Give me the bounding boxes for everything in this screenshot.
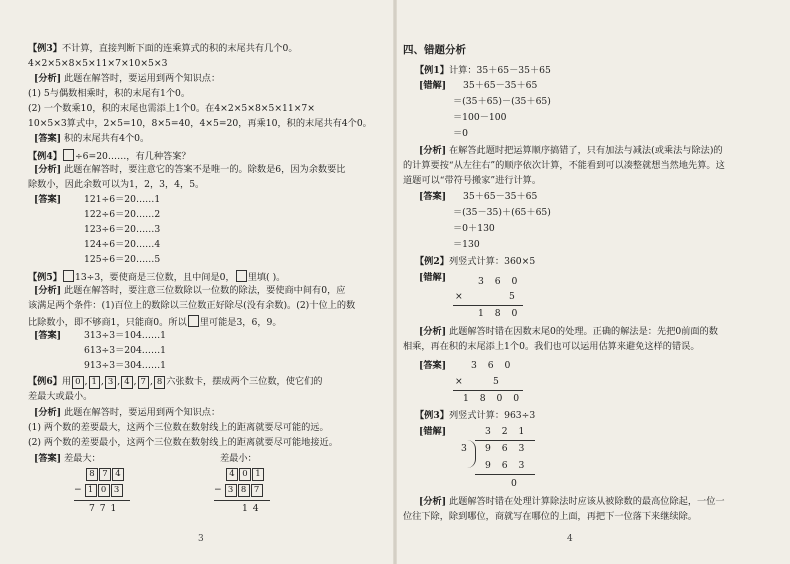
r-ex2-w-res: 1 8 0 [478,308,522,319]
digit-box: 0 [98,484,110,497]
ex6-ana-text: 此题在解答时，要运用到两个知识点： [64,407,221,418]
r-ex3-quotient: 3 2 1 [485,426,529,437]
blank-box [236,270,247,282]
ex5-ana-1: 此题在解答时，要注意三位数除以一位数的除法，要使商中间有0，应 [64,285,346,296]
ex5-ana-3a: 比除数小，即不够商1，只能商0。所以 [28,317,187,328]
ex4-answer-1: 121÷6＝20……1 [84,194,161,205]
r-ex2-ana-2: 相乘，再在积的末尾添上1个0。我们也可以运用估算来避免这样的错误。 [403,341,700,352]
ex3-ana-text: 此题在解答时，要运用到两个知识点： [64,73,221,84]
section-title: 四、错题分析 [403,44,466,56]
ex5-answer-1: 313÷3＝104……1 [84,330,167,341]
r-ex1-answer-4: ＝130 [453,239,480,250]
r-ex3-dividend: 9 6 3 [485,443,529,454]
minus-sign: − [74,484,82,495]
ex4-answer-3: 123÷6＝20……3 [84,224,161,235]
r-ex2-ans-label-text: [答案] [419,360,447,371]
page-number-left: 3 [198,534,204,544]
ex5-answer-3: 913÷3＝304……1 [84,360,167,371]
ex4-ans-label-text: [答案] [34,194,62,205]
ex3-point-2b: 10×5×3算式中，2×5=10，8×5=40，4×5=20，再乘10，积的末尾共有4个0。 [28,118,372,129]
ex5-ana-3 [28,315,282,329]
r-ex1-wrong-3: ＝100－100 [453,112,507,123]
ex6-q-post: 六张数卡，摆成两个三位数，使它们的 [166,376,323,387]
min-top-digits [226,468,265,481]
ex4-title: 【例4】 [28,151,62,162]
digit-card: 3 [105,376,116,389]
ex3-q: 不计算，直接判断下面的连乘算式的积的末尾共有几个0。 [61,43,298,54]
ex3-title: 【例3】 [28,43,62,54]
r-ex3-ana-1: 此题解答时错在处理计算除法时应该从被除数的最高位除起，一位一 [449,496,725,507]
ex4-question [28,149,191,163]
blank-box [63,149,74,161]
r-ex2-a-op: × [455,376,463,387]
minus-sign: − [214,484,222,495]
ex4-ans-label [34,194,61,206]
ex3-point-2a: (2) 一个数乘10，积的末尾也需添上1个0。在4×2×5×8×5×11×7× [28,103,315,114]
r-ex1-q: 计算：35＋65－35＋65 [448,65,551,76]
ex4-answer-5: 125÷6＝20……5 [84,254,161,265]
r-ex3-question [415,410,535,422]
blank-box [63,270,74,282]
r-ex1-wrong-label [419,80,446,92]
ex6-point-1: (1) 两个数的差要最大，这两个三位数在数射线上的距离就要尽可能的远。 [28,422,329,433]
r-ex2-w-mul: 5 [509,291,515,302]
r-ex1-wrong-1: 35＋65－35＋65 [463,80,538,91]
ex6-point-2: (2) 两个数的差要最小，这两个三位数在数射线上的距离就要尽可能地接近。 [28,437,338,448]
ex4-ana-2: 除数小，因此余数可以为1，2，3，4，5。 [28,179,205,190]
r-ex3-ana-label: [分析] [419,496,447,507]
ex6-max-label: 差最大： [64,453,101,464]
r-ex1-ana-1: 在解答此题时把运算顺序搞错了，只有加法与减法(或乘法与除法)的 [449,145,723,156]
digit-box: 4 [226,468,238,481]
digit-box: 3 [225,484,237,497]
digit-box: 7 [99,468,111,481]
ex5-ana-3b: 里可能是3，6，9。 [199,317,282,328]
r-ex2-wrong-label-text: [错解] [419,272,447,283]
right-page [395,0,790,564]
ex5-q1: 13÷3，要使商是三位数，且中间是0， [74,272,235,283]
blank-box [188,315,199,327]
r-ex3-divisor: 3 [461,443,467,454]
ex4-q: ÷6=20……，有几种答案？ [74,151,191,162]
r-ex2-w-op: × [455,291,463,302]
digit-box: 8 [86,468,98,481]
min-bottom-digits [214,484,264,497]
r-ex2-w-top: 3 6 0 [478,276,522,287]
ex3-ana-label: [分析] [34,73,62,84]
r-ex1-answer-2: ＝(35－35)＋(65＋65) [453,207,551,218]
r-ex1-title: 【例1】 [415,65,449,76]
digit-box: 4 [112,468,124,481]
ex4-analysis [34,164,345,176]
ex4-answer-4: 124÷6＝20……4 [84,239,161,250]
r-ex3-sub-line [475,474,535,475]
digit-card: 0 [72,376,83,389]
r-ex3-sub: 9 6 3 [485,460,529,471]
digit-card: 4 [121,376,132,389]
r-ex3-analysis [419,496,725,508]
digit-card: 8 [154,376,165,389]
r-ex2-question [415,256,535,268]
r-ex1-ans-label [419,191,446,203]
max-bottom-digits [74,484,124,497]
r-ex1-answer-3: ＝0＋130 [453,223,495,234]
r-ex1-ans-label-text: [答案] [419,191,447,202]
ex6-ans-label: [答案] [34,453,62,464]
r-ex1-ana-3: 道题可以“带符号搬家”进行计算。 [403,175,542,186]
digit-box: 7 [251,484,263,497]
r-ex1-analysis [419,145,723,157]
r-ex2-ans-label [419,360,446,372]
ex5-q2: 里填( )。 [247,272,286,283]
ex6-q2: 差最大或最小。 [28,391,93,402]
r-ex2-ana-1: 此题解答时错在因数末尾0的处理。正确的解法是：先把0前面的数 [449,326,718,337]
r-ex2-ana-label: [分析] [419,326,447,337]
ex3-ans-label: [答案] [34,133,62,144]
ex6-question: 【例6】用 0 , 1 , 3 , 4 , 7 , 8 六张数卡，摆成两个三位数，使它们的 [28,376,323,387]
digit-box: 3 [111,484,123,497]
r-ex3-wrong-label [419,426,446,438]
ex5-question [28,270,285,284]
digit-card: 7 [138,376,149,389]
ex6-ana-label: [分析] [34,407,62,418]
digit-box: 8 [238,484,250,497]
r-ex2-w-line [453,305,523,306]
r-ex3-title: 【例3】 [415,410,449,421]
r-ex1-question [415,65,551,77]
ex5-ans-label [34,330,61,342]
r-ex1-answer-1: 35＋65－35＋65 [463,191,538,202]
ex3-ans-text: 积的末尾共有4个0。 [64,133,150,144]
r-ex2-a-mul: 5 [493,376,499,387]
max-result: 7 7 1 [89,503,118,514]
r-ex3-q: 列竖式计算：963÷3 [448,410,536,421]
r-ex2-analysis [419,326,718,338]
ex3-analysis [34,73,220,85]
r-ex3-remainder: 0 [511,478,517,489]
ex4-ana-1: 此题在解答时，要注意它的答案不是唯一的。除数是6，因为余数要比 [64,164,346,175]
ex5-ana-label: [分析] [34,285,62,296]
digit-card: 1 [89,376,100,389]
ex3-question [28,43,298,55]
ex6-answer [34,453,101,465]
r-ex1-wrong-2: ＝(35＋65)－(35＋65) [453,96,551,107]
r-ex2-a-line [453,390,523,391]
r-ex1-ana-label: [分析] [419,145,447,156]
ex6-title: 【例6】 [28,376,62,387]
max-sum-line [74,500,130,501]
r-ex2-a-res: 1 8 0 0 [463,393,524,404]
ex3-answer [34,133,149,145]
r-ex2-title: 【例2】 [415,256,449,267]
ex5-analysis [34,285,345,297]
ex6-analysis [34,407,220,419]
r-ex3-ana-2: 位往下除，除到哪位，商就写在哪位的上面，再把下一位落下来继续除。 [403,511,697,522]
r-ex1-ana-2: 的计算要按“从左往右”的顺序依次计算，不能看到可以凑整就想当然地先算。这 [403,160,725,171]
ex4-answer-2: 122÷6＝20……2 [84,209,161,220]
ex6-min-label: 差最小： [220,453,257,464]
r-ex3-wrong-label-text: [错解] [419,426,447,437]
r-ex3-division-bracket [467,440,476,468]
min-sum-line [214,500,270,501]
page-number-right: 4 [567,534,573,544]
r-ex3-division-bar [475,440,535,441]
ex3-expression: 4×2×5×8×5×11×7×10×5×3 [28,58,168,69]
ex5-ana-2: 该满足两个条件：(1)百位上的数除以三位数正好除尽(没有余数)。(2)十位上的数 [28,300,356,311]
r-ex1-wrong-4: ＝0 [453,128,469,139]
ex5-answer-2: 613÷3＝204……1 [84,345,167,356]
ex5-title: 【例5】 [28,272,62,283]
r-ex2-q: 列竖式计算：360×5 [448,256,536,267]
digit-box: 1 [252,468,264,481]
digit-box: 1 [85,484,97,497]
min-result: 1 4 [242,503,260,514]
ex4-ana-label: [分析] [34,164,62,175]
r-ex2-a-top: 3 6 0 [471,360,515,371]
ex3-point-1: (1) 5与偶数相乘时，积的末尾有1个0。 [28,88,191,99]
r-ex1-wrong-label-text: [错解] [419,80,447,91]
ex6-q-pre: 用 [61,376,72,387]
r-ex2-wrong-label [419,272,446,284]
max-top-digits [86,468,125,481]
ex5-ans-label-text: [答案] [34,330,62,341]
digit-box: 0 [239,468,251,481]
